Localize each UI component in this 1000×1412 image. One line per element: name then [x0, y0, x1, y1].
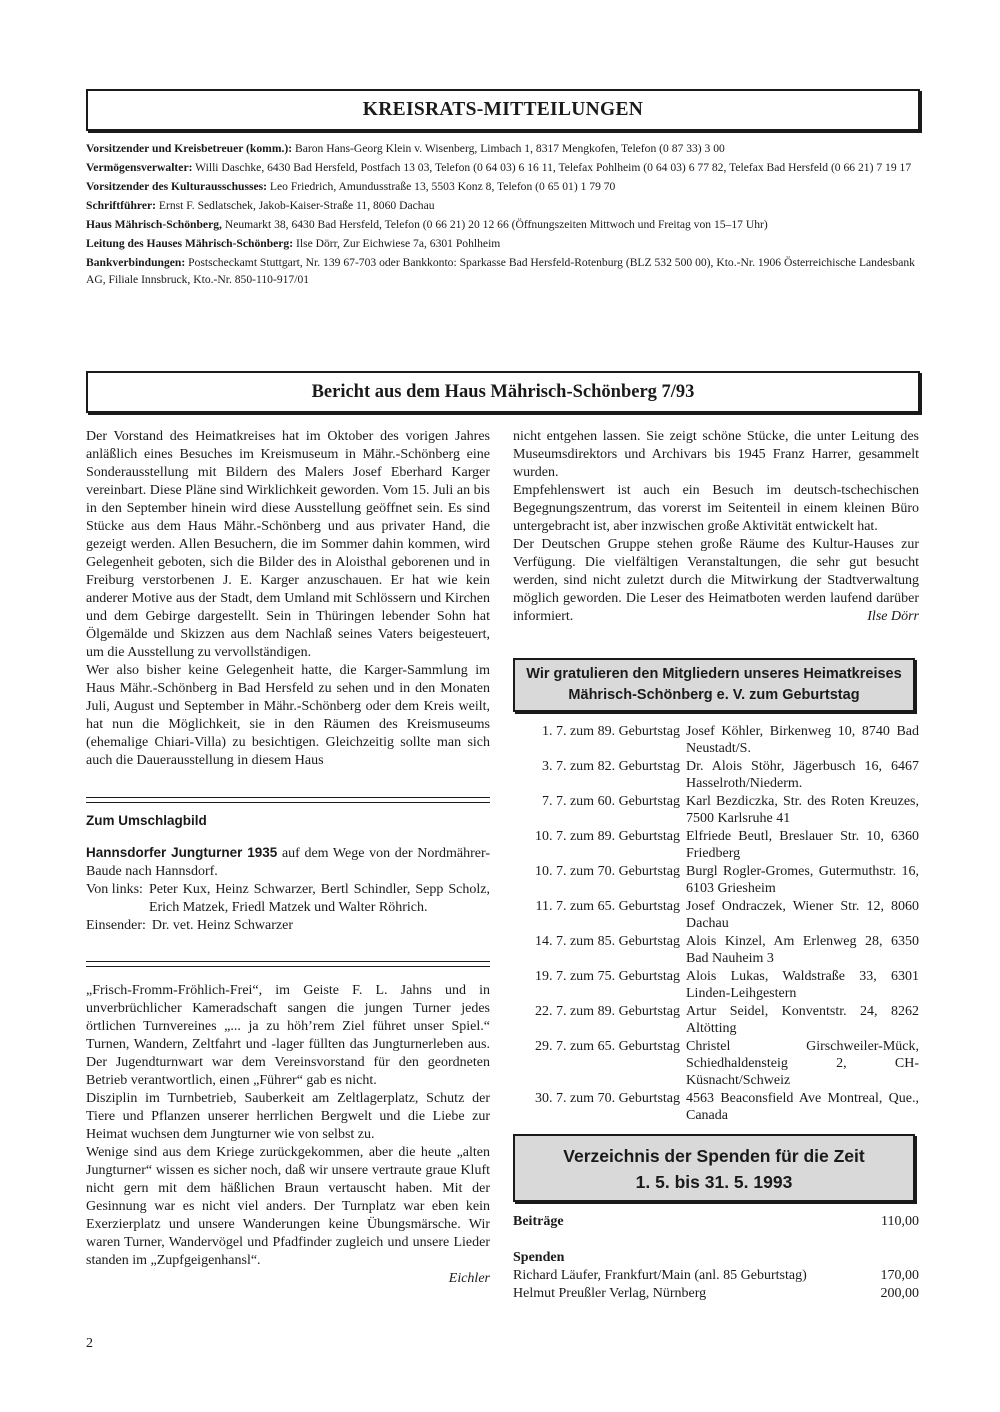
list-item [513, 723, 919, 757]
einsender-text: Dr. vet. Heinz Schwarzer [151, 918, 293, 933]
birthday-name: Josef Ondraczek, Wiener Str. 12, 8060 Dachau [686, 899, 919, 931]
birthday-name: Alois Lukas, Waldstraße 33, 6301 Linden-Leihgestern [686, 969, 919, 1001]
bericht-paragraph [513, 536, 919, 626]
list-item [513, 898, 919, 932]
frisch-paragraph: Wenige sind aus dem Kriege zurückgekommen, aber die heute „alten Jungturner“ wissen es sicher noch, daß wir unsere vertraute graue Kluft nicht gern mit dem häßlichen Braun vertauscht haben. Mit der Gesinnung war es nicht viel anders. Der Turnplatz war eben kein Exerzierplatz und unsere Wanderungen keine Übungsmärsche. Wir waren Turner, Wandervögel und Pfadfinder zugleich und unsere Lieder standen im „Zupfgeigenhansl“. [86, 1145, 490, 1268]
birthday-list [513, 723, 919, 1125]
contact-label: Haus Mährisch-Schönberg, [86, 218, 222, 231]
gratulation-heading [513, 658, 915, 712]
beitraege-value: 110,00 [881, 1214, 919, 1229]
contact-label: Bankverbindungen: [86, 256, 186, 269]
bericht-title: Bericht aus dem Haus Mährisch-Schönberg 7/93 [311, 382, 695, 402]
birthday-date: 7. 7. zum 60. Geburtstag [541, 794, 680, 809]
donor-name: Helmut Preußler Verlag, Nürnberg [513, 1286, 707, 1301]
birthday-name: Alois Kinzel, Am Erlenweg 28, 6350 Bad Nauheim 3 [686, 934, 919, 966]
bericht-paragraph: Wer also bisher keine Gelegenheit hatte, die Karger-Sammlung im Haus Mähr.-Schönberg in Bad Hersfeld zu sehen und in den Monaten Juli, August und September in Mähr.-Schönberg oder dem Kreis weilt, hat nun die Möglichkeit, sie in den Räumen des Kreismuseums (ehemalige Chiari-Villa) zu besichtigen. Gleichzeitig sollte man sich auch die Dauerausstellung in diesem Haus [86, 663, 490, 768]
contact-line [86, 254, 920, 288]
contact-line [86, 197, 920, 214]
birthday-name: Christel Girschweiler-Mück, Schiedhaldensteig 2, CH-Küsnacht/Schweiz [686, 1039, 919, 1088]
bericht-paragraph-text: Der Deutschen Gruppe stehen große Räume des Kultur-Hauses zur Verfügung. Die vielfältigen Veranstaltungen, die sehr gut besucht werden, sind nicht zuletzt durch die Mitwirkung der Stadtverwaltung möglich geworden. Die Leser des Heimatboten werden laufend darüber informiert. [513, 537, 919, 624]
von-text: Peter Kux, Heinz Schwarzer, Bertl Schindler, Sepp Scholz, Erich Matzek, Friedl Matzek und Walter Röhrich. [148, 882, 490, 915]
umschlag-einsender [86, 917, 490, 935]
contact-text: Ernst F. Sedlatschek, Jakob-Kaiser-Straße 11, 8060 Dachau [155, 199, 435, 212]
beitraege-label: Beiträge [513, 1214, 564, 1229]
birthday-name: Karl Bezdiczka, Str. des Roten Kreuzes, 7500 Karlsruhe 41 [686, 794, 919, 826]
frisch-paragraph: Disziplin im Turnbetrieb, Sauberkeit am Zeltlagerplatz, Schutz der Tiere und Pflanzen unserer herrlichen Bergwelt und die Liebe zur Heimat wuchsen dem Jungturner wie von selbst zu. [86, 1091, 490, 1142]
bericht-heading [86, 371, 920, 413]
umschlag-caption-text: auf dem Wege von der Nordmährer-Baude nach Hannsdorf. [86, 846, 491, 879]
umschlag-von [86, 881, 490, 917]
list-item [513, 1090, 919, 1124]
list-item [513, 1003, 919, 1037]
contact-label: Leitung des Hauses Mährisch-Schönberg: [86, 237, 294, 250]
table-row [513, 1285, 919, 1303]
birthday-name: Burgl Rogler-Gromes, Gutermuthstr. 16, 6103 Griesheim [686, 864, 919, 896]
birthday-date: 19. 7. zum 75. Geburtstag [534, 969, 680, 984]
spenden-label: Spenden [513, 1250, 565, 1265]
von-label: Von links: [86, 882, 143, 897]
contact-line [86, 216, 920, 233]
contact-line [86, 178, 920, 195]
list-item [513, 863, 919, 897]
bericht-author: Ilse Dörr [867, 609, 919, 624]
list-item [513, 968, 919, 1002]
contact-label: Vermögensverwalter: [86, 161, 193, 174]
spenden-title-line2: 1. 5. bis 31. 5. 1993 [635, 1172, 793, 1192]
birthday-date: 10. 7. zum 89. Geburtstag [534, 829, 680, 844]
kreisrat-heading [86, 89, 920, 131]
birthday-name: Elfriede Beutl, Breslauer Str. 10, 6360 Friedberg [686, 829, 919, 861]
frisch-author: Eichler [448, 1271, 490, 1286]
birthday-date: 30. 7. zum 70. Geburtstag [534, 1091, 680, 1106]
bericht-left-column [86, 428, 490, 770]
contact-text: Postscheckamt Stuttgart, Nr. 139 67-703 oder Bankkonto: Sparkasse Bad Hersfeld-Rotenburg (BLZ 532 500 00), Kto.-Nr. 1906 Österreichische Landesbank AG, Filiale Innsbruck, Kto.-Nr. 850-110-917/01 [86, 256, 915, 286]
birthday-date: 11. 7. zum 65. Geburtstag [535, 899, 680, 914]
contact-text: Willi Daschke, 6430 Bad Hersfeld, Postfach 13 03, Telefon (0 64 03) 6 16 11, Telefax Pohlheim (0 64 03) 6 77 82, Telefax Bad Hersfeld (0 66 21) 7 19 17 [192, 161, 912, 174]
birthday-date: 10. 7. zum 70. Geburtstag [534, 864, 680, 879]
umschlag-title: Zum Umschlagbild [86, 813, 207, 828]
list-item [513, 828, 919, 862]
kreisrat-contacts [86, 140, 920, 290]
contact-text: Neumarkt 38, 6430 Bad Hersfeld, Telefon (0 66 21) 20 12 66 (Öffnungszeiten Mittwoch und Freitag von 15–17 Uhr) [221, 218, 768, 231]
divider [86, 797, 490, 803]
contact-text: Baron Hans-Georg Klein v. Wisenberg, Limbach 1, 8317 Mengkofen, Telefon (0 87 33) 3 00 [292, 142, 725, 155]
list-item [513, 758, 919, 792]
gratulation-title-line1: Wir gratulieren den Mitgliedern unseres Heimatkreises [526, 666, 902, 682]
birthday-date: 14. 7. zum 85. Geburtstag [534, 934, 680, 949]
birthday-date: 3. 7. zum 82. Geburtstag [541, 759, 680, 774]
contact-line [86, 159, 920, 176]
kreisrat-title: KREISRATS-MITTEILUNGEN [362, 99, 644, 120]
umschlag-caption [86, 844, 490, 881]
contact-label: Vorsitzender und Kreisbetreuer (komm.): [86, 142, 293, 155]
page-number: 2 [86, 1336, 93, 1351]
spenden-label-row [513, 1249, 919, 1267]
birthday-name: Dr. Alois Stöhr, Jägerbusch 16, 6467 Hasselroth/Niederm. [686, 759, 919, 791]
bericht-right-column [513, 428, 919, 626]
umschlag-section [86, 812, 490, 935]
birthday-name: 4563 Beaconsfield Ave Montreal, Que., Canada [686, 1091, 919, 1123]
list-item [513, 1038, 919, 1089]
frisch-article [86, 982, 490, 1288]
donor-amount: 200,00 [880, 1286, 919, 1301]
beitraege-row [513, 1213, 919, 1231]
bericht-paragraph: Der Vorstand des Heimatkreises hat im Oktober des vorigen Jahres anläßlich eines Besuches im Kreismuseum in Mähr.-Schönberg eine Sonderausstellung mit Bildern des Malers Josef Eberhard Karger vereinbart. Diese Pläne sind Wirklichkeit geworden. Vom 15. Juli an bis in den September hinein wird diese Ausstellung geöffnet sein. Es sind Stücke aus dem Haus Mähr.-Schönberg und aus privater Hand, die gezeigt werden. Allen Besuchern, die im Sommer dahin kommen, wird Gelegenheit geboten, sich die Bilder des in Aloisthal geborenen und in Freiburg verstorbenen J. E. Karger anzuschauen. Er hat wie kein anderer Motive aus der Stadt, dem Umland mit Schlössern und Kirchen und dem Gebirge dargestellt. Sein in Thüringen lebender Sohn hat Ölgemälde und Skizzen aus dem Nachlaß seines Vaters beigesteuert, um die Ausstellung zu vervollständigen. [86, 429, 490, 660]
list-item [513, 933, 919, 967]
birthday-date: 29. 7. zum 65. Geburtstag [534, 1039, 680, 1054]
list-item [513, 793, 919, 827]
gratulation-title-line2: Mährisch-Schönberg e. V. zum Geburtstag [568, 687, 860, 703]
einsender-label: Einsender: [86, 918, 146, 933]
frisch-paragraph: „Frisch-Fromm-Fröhlich-Frei“, im Geiste F. L. Jahns und in unverbrüchlicher Kameradschaft sangen die jungen Turner jedes örtlichen Turnvereines „... ja zu höh’rem Ziel führet unser Spiel.“ Turnen, Wandern, Zeltfahrt und -lager füllten das Jungturnerleben aus. Der Jugendturnwart war dem Vereinsvorstand für den geordneten Betrieb verantwortlich, einen „Führer“ gab es nicht. [86, 983, 490, 1088]
bericht-paragraph: nicht entgehen lassen. Sie zeigt schöne Stücke, die unter Leitung des Museumsdirektors und Archivars bis 1945 Franz Harrer, gesammelt wurden. [513, 429, 919, 480]
divider [86, 961, 490, 967]
table-row [513, 1267, 919, 1285]
birthday-name: Artur Seidel, Konventstr. 24, 8262 Altötting [686, 1004, 919, 1036]
contact-label: Schriftführer: [86, 199, 156, 212]
contact-label: Vorsitzender des Kulturausschusses: [86, 180, 268, 193]
bericht-paragraph: Empfehlenswert ist auch ein Besuch im deutsch-tschechischen Begegnungszentrum, das vorerst im Seitenteil in einem kleinen Büro untergebracht ist, aber inzwischen große Aktivität entwickelt hat. [513, 483, 919, 534]
spenden-title-line1: Verzeichnis der Spenden für die Zeit [563, 1146, 865, 1166]
contact-text: Ilse Dörr, Zur Eichwiese 7a, 6301 Pohlheim [293, 237, 501, 250]
contact-line [86, 140, 920, 157]
donor-name: Richard Läufer, Frankfurt/Main (anl. 85 Geburtstag) [513, 1268, 807, 1283]
birthday-name: Josef Köhler, Birkenweg 10, 8740 Bad Neustadt/S. [686, 724, 919, 756]
spenden-list [513, 1213, 919, 1303]
umschlag-caption-bold: Hannsdorfer Jungturner 1935 [86, 845, 278, 860]
contact-line [86, 235, 920, 252]
contact-text: Leo Friedrich, Amundusstraße 13, 5503 Konz 8, Telefon (0 65 01) 1 79 70 [267, 180, 616, 193]
donor-amount: 170,00 [880, 1268, 919, 1283]
spenden-heading [513, 1134, 915, 1202]
birthday-date: 1. 7. zum 89. Geburtstag [541, 724, 680, 739]
birthday-date: 22. 7. zum 89. Geburtstag [534, 1004, 680, 1019]
